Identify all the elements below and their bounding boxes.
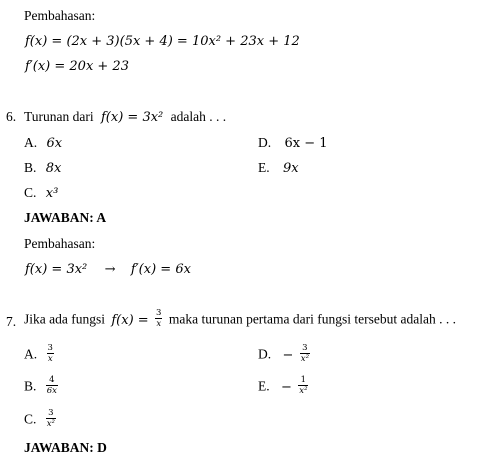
- q7-option-e[interactable]: [258, 377, 311, 398]
- solution-right: f′(x) = 6x: [130, 262, 191, 277]
- solution-equation-2: f′(x) = 20x + 23: [25, 59, 129, 74]
- option-value: 6x − 1: [284, 136, 328, 151]
- question-7-text: [24, 310, 456, 331]
- option-fraction: [46, 408, 56, 429]
- q7-option-d[interactable]: [258, 345, 313, 366]
- fraction-numerator: 1: [300, 375, 307, 385]
- question-6-solution: [25, 261, 191, 277]
- option-letter: C.: [24, 185, 37, 200]
- question-7-text-after: maka turunan pertama dari fungsi tersebut adalah . . .: [168, 311, 456, 327]
- arrow-icon: →: [104, 262, 116, 277]
- option-letter: D.: [258, 346, 272, 362]
- question-7-fraction: [155, 308, 162, 329]
- option-letter: B.: [24, 160, 37, 175]
- fraction-denominator: x: [156, 319, 162, 329]
- option-value: 8x: [45, 161, 62, 176]
- fraction-denominator: x²: [46, 419, 55, 429]
- question-6-function: f(x) = 3x²: [101, 110, 164, 125]
- question-6-text-after: adalah . . .: [170, 109, 227, 124]
- option-letter: E.: [258, 378, 270, 394]
- question-7-answer: JAWABAN: D: [24, 440, 107, 455]
- option-sign: −: [281, 379, 292, 395]
- option-letter: C.: [24, 411, 37, 427]
- q6-option-e[interactable]: [258, 160, 299, 176]
- q6-option-c[interactable]: [24, 185, 58, 201]
- option-sign: −: [282, 347, 294, 363]
- q7-option-a[interactable]: [24, 345, 57, 366]
- question-7-text-before: Jika ada fungsi: [24, 311, 105, 327]
- fraction-numerator: 3: [156, 308, 162, 318]
- fraction-denominator: x: [47, 354, 53, 364]
- fraction-numerator: 4: [49, 375, 55, 385]
- solution-left: f(x) = 3x²: [25, 262, 88, 277]
- fraction-numerator: 3: [48, 408, 54, 418]
- question-7-number: 7.: [6, 314, 17, 329]
- pembahasan-label: Pembahasan:: [24, 8, 96, 23]
- fraction-denominator: x²: [300, 354, 309, 364]
- q7-option-b[interactable]: [24, 377, 61, 398]
- option-fraction: [47, 343, 54, 364]
- option-letter: A.: [24, 346, 38, 362]
- fraction-numerator: 3: [302, 343, 308, 353]
- question-6-text: [24, 109, 226, 125]
- question-6-number: 6.: [6, 109, 17, 124]
- option-value: 6x: [46, 136, 63, 151]
- fraction-denominator: x²: [299, 386, 308, 396]
- option-fraction: [300, 343, 310, 364]
- fraction-numerator: 3: [47, 343, 53, 353]
- q6-option-a[interactable]: [24, 135, 62, 151]
- question-6-text-before: Turunan dari: [24, 109, 94, 124]
- option-value: x³: [45, 186, 59, 201]
- option-fraction: [298, 375, 308, 396]
- q7-option-c[interactable]: [24, 410, 59, 431]
- question-7-function-lhs: f(x) =: [111, 312, 149, 328]
- option-letter: A.: [24, 135, 38, 150]
- option-letter: E.: [258, 160, 270, 175]
- question-6-pembahasan-label: Pembahasan:: [24, 236, 96, 251]
- solution-equation-1: f(x) = (2x + 3)(5x + 4) = 10x² + 23x + 12: [25, 34, 300, 49]
- q6-option-b[interactable]: [24, 160, 61, 176]
- q6-option-d[interactable]: [258, 135, 328, 151]
- option-value: 9x: [283, 161, 299, 176]
- fraction-denominator: 6x: [46, 386, 57, 396]
- option-letter: D.: [258, 135, 272, 150]
- question-6-answer: JAWABAN: A: [24, 210, 107, 225]
- option-fraction: [46, 375, 58, 396]
- option-letter: B.: [24, 378, 37, 394]
